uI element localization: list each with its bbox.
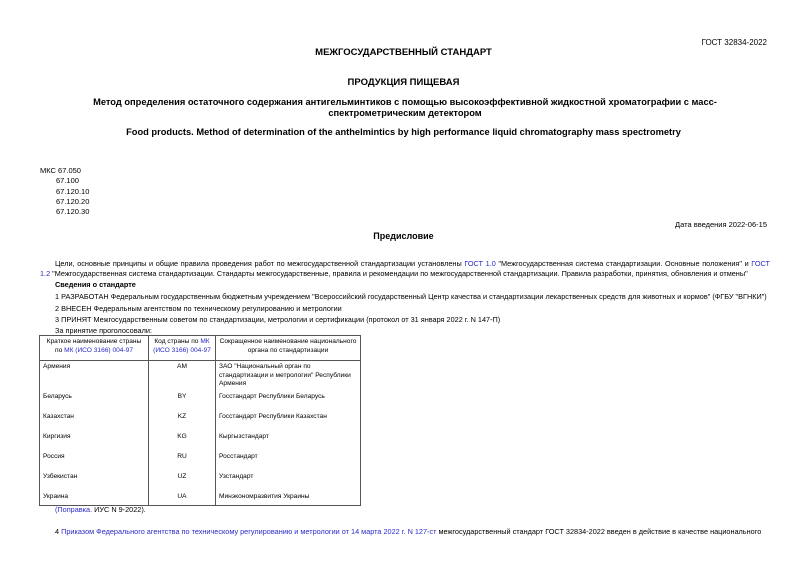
code-cell: KG [149, 431, 216, 451]
code-cell: KZ [149, 411, 216, 431]
document-number: ГОСТ 32834-2022 [701, 38, 767, 47]
paragraph-text: Цели, основные принципы и общие правила проведения работ по межгосударственной стандартизации установлены [55, 259, 465, 268]
body-cell: Минэкономразвития Украины [216, 491, 361, 506]
code-cell: RU [149, 451, 216, 471]
title-russian: Метод определения остаточного содержания антигельминтиков с помощью высокоэффективной жидкостной хроматографии с масс-спектрометрическим детектором [93, 97, 717, 118]
gost-1-2-link[interactable]: ГОСТ 1.2 [40, 259, 770, 278]
amendment-note: (Поправка. ИУС N 9-2022). [55, 505, 146, 514]
code-cell: UA [149, 491, 216, 506]
voted-label: За принятие проголосовали: [55, 326, 152, 335]
mks-code: 67.120.20 [56, 196, 90, 206]
introduction-date: Дата введения 2022-06-15 [675, 220, 767, 229]
body-cell: Госстандарт Республики Казахстан [216, 411, 361, 431]
table-row [40, 471, 361, 491]
country-cell: Казахстан [40, 411, 149, 431]
mks-code: МКС 67.050 [40, 166, 81, 175]
column-header-country: Краткое наименование страны по МК (ИСО 3166) 004-97 [40, 336, 149, 361]
body-cell: Росстандарт [216, 451, 361, 471]
item-enacted: 4 Приказом Федерального агентства по техническому регулированию и метрологии от 14 марта 2022 г. N 127-ст межгосударственный стандарт ГОСТ 32834-2022 введен в действие в качестве национального [55, 527, 762, 536]
product-heading: ПРОДУКЦИЯ ПИЩЕВАЯ [347, 77, 460, 88]
body-cell: Кыргызстандарт [216, 431, 361, 451]
table-row [40, 491, 361, 506]
body-cell: Госстандарт Республики Беларусь [216, 391, 361, 411]
body-cell: ЗАО "Национальный орган по стандартизации и метрологии" Республики Армения [216, 361, 361, 391]
mks-code: 67.100 [56, 176, 79, 186]
country-cell: Россия [40, 451, 149, 471]
country-cell: Киргизия [40, 431, 149, 451]
info-heading: Сведения о стандарте [55, 280, 136, 289]
item-developed: 1 РАЗРАБОТАН Федеральным государственным бюджетным учреждением "Всероссийский государственный Центр качества и стандартизации лекарственных средств для животных и кормов" (ФГБУ "ВГНКИ") [55, 292, 767, 301]
country-cell: Беларусь [40, 391, 149, 411]
table-row [40, 391, 361, 411]
item-adopted: 3 ПРИНЯТ Межгосударственным советом по стандартизации, метрологии и сертификации (протокол от 31 января 2022 г. N 147-П) [55, 315, 501, 324]
mk-iso-link[interactable]: МК (ИСО 3166) 004-97 [153, 338, 211, 354]
country-cell: Украина [40, 491, 149, 506]
amendment-link[interactable]: (Поправка. [55, 505, 93, 514]
table-header-row [40, 336, 361, 361]
preface-heading: Предисловие [373, 231, 434, 241]
preface-paragraph [40, 259, 770, 279]
mks-code: 67.120.30 [56, 207, 90, 217]
column-header-code: Код страны по МК (ИСО 3166) 004-97 [149, 336, 216, 361]
item-submitted: 2 ВНЕСЕН Федеральным агентством по техническому регулированию и метрологии [55, 304, 342, 313]
country-cell: Узбекистан [40, 471, 149, 491]
mks-code: 67.120.10 [56, 186, 90, 196]
code-cell: AM [149, 361, 216, 391]
paragraph-text: "Межгосударственная система стандартизации. Стандарты межгосударственные, правила и рекомендации по межгосударственной стандартизации. Правила разработки, принятия, обновления и отмены" [50, 269, 748, 278]
standard-heading: МЕЖГОСУДАРСТВЕННЫЙ СТАНДАРТ [315, 47, 492, 58]
body-cell: Узстандарт [216, 471, 361, 491]
column-header-body: Сокращенное наименование национального органа по стандартизации [216, 336, 361, 361]
title-english: Food products. Method of determination of the anthelmintics by high performance liquid chromatography mass spectrometry [126, 127, 681, 137]
gost-1-0-link[interactable]: ГОСТ 1.0 [464, 259, 496, 268]
voting-states-table [39, 335, 361, 506]
country-cell: Армения [40, 361, 149, 391]
mk-iso-link[interactable]: МК (ИСО 3166) 004-97 [64, 346, 133, 354]
table-row [40, 431, 361, 451]
table-row [40, 451, 361, 471]
table-row [40, 411, 361, 431]
mks-codes [40, 166, 89, 217]
paragraph-text: "Межгосударственная система стандартизации. Основные положения" и [495, 259, 752, 268]
code-cell: BY [149, 391, 216, 411]
order-link[interactable]: Приказом Федерального агентства по техническому регулированию и метрологии от 14 марта 2022 г. N 127-ст [61, 527, 437, 536]
table-row [40, 361, 361, 391]
code-cell: UZ [149, 471, 216, 491]
